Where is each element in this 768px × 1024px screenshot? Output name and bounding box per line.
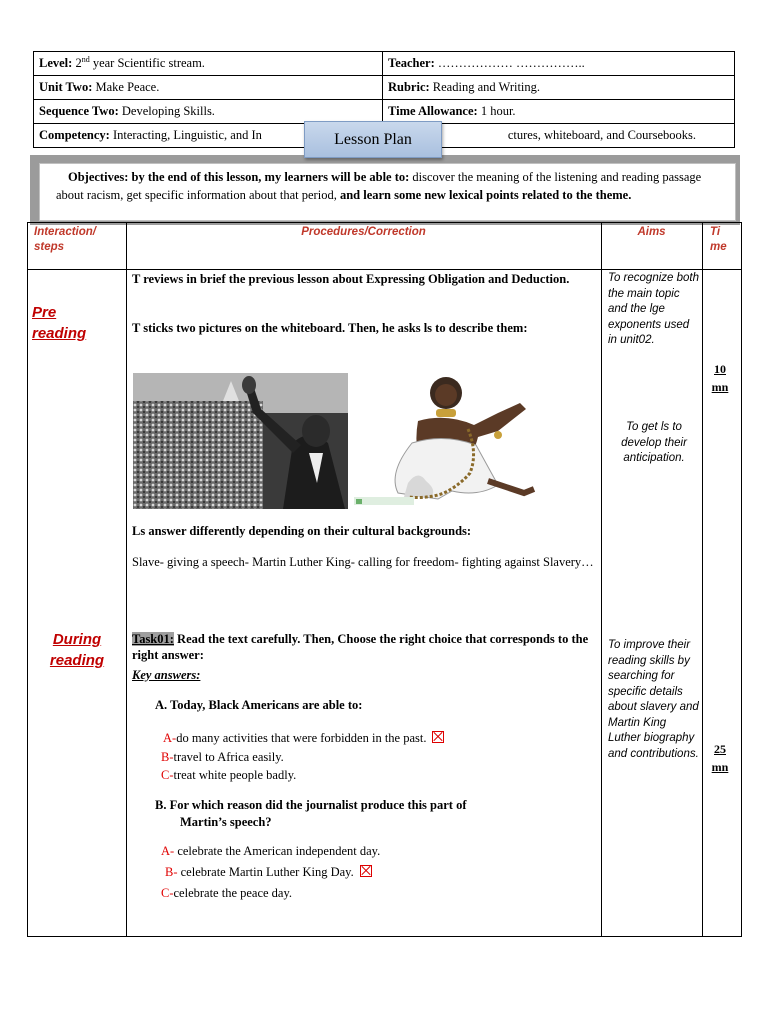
sequence-cell: Sequence Two: Developing Skills. — [34, 100, 383, 124]
level-cell: Level: 2nd year Scientific stream. — [34, 52, 383, 76]
column-header-steps: Interaction/ steps — [34, 226, 96, 253]
objectives-box: Objectives: by the end of this lesson, my learners will be able to: discover the meaning of the listening and reading passage about racism, get specific information about that period, and learn some new lexical points related to the theme. — [39, 163, 736, 221]
rubric-cell: Rubric: Reading and Writing. — [383, 76, 735, 100]
teacher-cell: Teacher: ……………… …………….. — [383, 52, 735, 76]
column-divider — [601, 223, 602, 936]
answer-a-b: B-travel to Africa easily. — [161, 750, 284, 764]
procedure-pictures: T sticks two pictures on the whiteboard. Then, he asks ls to describe them: — [132, 321, 528, 335]
procedure-answers: Ls answer differently depending on their cultural backgrounds: — [132, 524, 472, 538]
task01-instructions: Task01: Read the text carefully. Then, Choose the right choice that corresponds to the right answer: — [132, 632, 589, 662]
column-header-time: Ti me — [710, 226, 727, 253]
slavery-illustration — [348, 373, 576, 509]
correct-mark-icon — [360, 865, 372, 877]
task01-label: Task01: — [132, 632, 174, 646]
answer-b-b: B- celebrate Martin Luther King Day. — [165, 864, 372, 880]
aim-reading-skills: To improve their reading skills by searching for specific details about slavery and Martin King Luther biography and contributions. — [608, 639, 699, 760]
column-header-aims: Aims — [637, 226, 666, 238]
unit-cell: Unit Two: Make Peace. — [34, 76, 383, 100]
answer-a-c: C-treat white people badly. — [161, 768, 297, 782]
header-row-divider — [28, 269, 741, 270]
competency-cell: Competency: Interacting, Linguistic, and In — [34, 124, 383, 148]
time-during-reading: 25 mn — [711, 742, 729, 774]
lesson-plan-badge: Lesson Plan — [304, 121, 442, 158]
answer-b-c: C-celebrate the peace day. — [161, 886, 293, 900]
procedure-table — [27, 222, 742, 937]
time-pre-reading: 10 mn — [711, 362, 729, 394]
stage-during-reading: During reading — [49, 631, 105, 669]
question-a: A. Today, Black Americans are able to: — [155, 698, 363, 712]
materials-cell: ctures, whiteboard, and Coursebooks. — [383, 124, 735, 148]
column-divider — [126, 223, 127, 936]
column-divider — [702, 223, 703, 936]
question-b: B. For which reason did the journalist produce this part of — [155, 798, 467, 812]
question-b-line2: Martin’s speech? — [180, 815, 272, 829]
answer-a-a: A-do many activities that were forbidden in the past. — [163, 730, 444, 746]
martin-luther-king-photo — [133, 373, 348, 509]
correct-mark-icon — [432, 731, 444, 743]
key-answers-label: Key answers: — [132, 668, 201, 682]
answer-b-a: A- celebrate the American independent day. — [161, 844, 381, 858]
aim-anticipation: To get ls to develop their anticipation. — [621, 421, 687, 464]
procedure-expected-answers: Slave- giving a speech- Martin Luther King- calling for freedom- fighting against Slavery… — [132, 555, 594, 569]
procedure-review: T reviews in brief the previous lesson about Expressing Obligation and Deduction. — [132, 272, 570, 286]
column-header-procedures: Procedures/Correction — [301, 226, 426, 238]
stage-pre-reading: Pre reading — [32, 304, 87, 342]
aim-recognize: To recognize both the main topic and the lge exponents used in unit02. — [608, 272, 700, 346]
time-allowance-cell: Time Allowance: 1 hour. — [383, 100, 735, 124]
objectives-label: Objectives: by the end of this lesson, my learners will be able to: — [68, 170, 410, 184]
